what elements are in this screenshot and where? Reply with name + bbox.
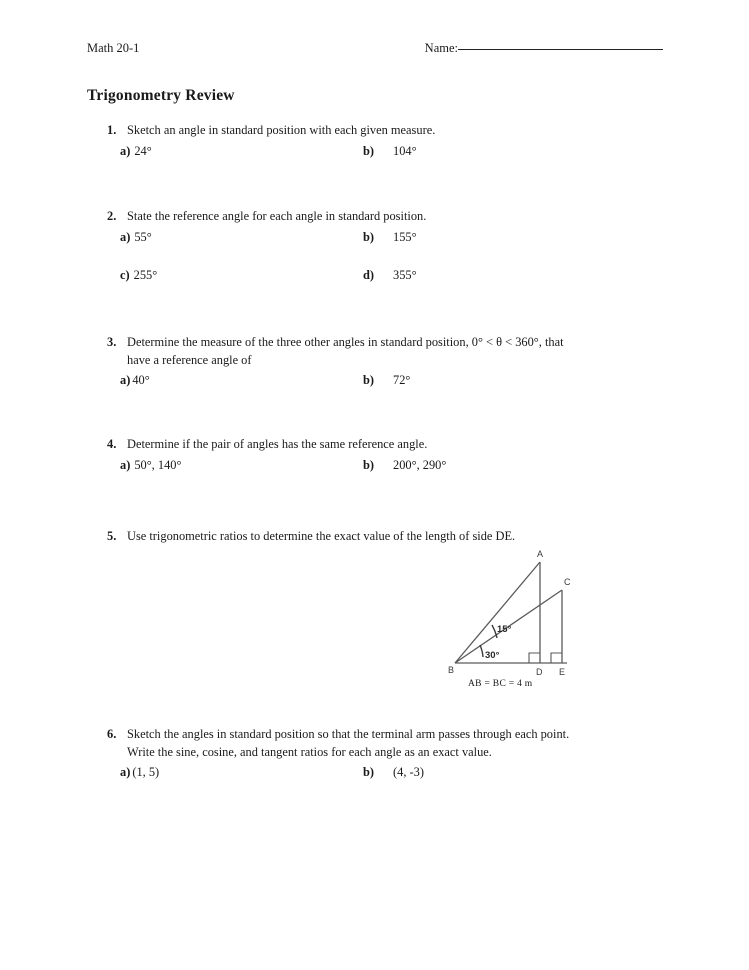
question-2-parts-row-1 [107, 229, 667, 247]
part-letter: b) [363, 229, 375, 244]
question-3 [107, 334, 667, 390]
name-blank-line[interactable] [458, 48, 663, 50]
question-4-number: 4. [107, 437, 117, 451]
question-6-part-a [120, 764, 159, 782]
part-letter: a) [120, 229, 131, 244]
question-1-statement [107, 122, 667, 140]
question-2-parts-row-2 [107, 267, 667, 285]
part-letter: b) [363, 373, 375, 388]
question-3-statement [107, 334, 667, 369]
part-letter: a) [120, 765, 131, 780]
name-field-group [425, 41, 663, 56]
part-value: (1, 5) [132, 765, 160, 780]
question-2-text: State the reference angle for each angle in standard position. [127, 209, 427, 223]
question-2-part-d [363, 267, 417, 285]
part-value: (4, -3) [393, 765, 424, 780]
figure-caption: AB = BC = 4 m [468, 679, 533, 689]
question-3-number: 3. [107, 335, 117, 349]
question-4-part-b [363, 457, 446, 475]
question-6-statement [107, 726, 667, 761]
question-6-part-b [363, 764, 424, 782]
question-2-part-b [363, 229, 417, 247]
part-letter: a) [120, 143, 131, 158]
vertex-label-A: A [537, 549, 544, 559]
part-letter: b) [363, 143, 375, 158]
question-3-text-line-2: have a reference angle of [127, 352, 252, 367]
page-header [87, 41, 665, 56]
question-3-part-b [363, 372, 410, 390]
part-letter: c) [120, 267, 130, 282]
question-6 [107, 726, 667, 782]
question-5 [107, 528, 667, 546]
question-2-part-c [120, 267, 157, 285]
right-angle-mark-E [551, 653, 562, 663]
question-2-number: 2. [107, 209, 117, 223]
question-1 [107, 122, 667, 161]
part-letter: b) [363, 457, 375, 472]
question-3-text-line-1: Determine the measure of the three other angles in standard position, 0° < θ < 360°, that [127, 335, 564, 349]
vertex-label-E: E [559, 667, 566, 677]
part-value: 50°, 140° [134, 457, 182, 472]
question-5-statement [107, 528, 667, 546]
part-value: 72° [393, 373, 411, 388]
question-4 [107, 436, 667, 475]
part-letter: a) [120, 373, 131, 388]
part-value: 155° [393, 229, 417, 244]
part-letter: a) [120, 457, 131, 472]
question-1-part-a [120, 143, 152, 161]
question-1-text: Sketch an angle in standard position with each given measure. [127, 123, 436, 137]
question-4-parts [107, 457, 667, 475]
vertex-label-B: B [448, 665, 455, 675]
question-6-parts [107, 764, 667, 782]
question-5-number: 5. [107, 529, 117, 543]
question-6-number: 6. [107, 727, 117, 741]
question-1-number: 1. [107, 123, 117, 137]
question-3-part-a [120, 372, 150, 390]
part-value: 255° [133, 267, 158, 282]
right-angle-mark-D [529, 653, 540, 663]
part-value: 40° [132, 373, 150, 388]
question-1-parts [107, 143, 667, 161]
part-value: 200°, 290° [393, 457, 447, 472]
part-value: 104° [393, 143, 417, 158]
part-letter: b) [363, 765, 375, 780]
question-4-text: Determine if the pair of angles has the same reference angle. [127, 437, 428, 451]
angle-arc-30 [480, 645, 483, 657]
name-label: Name: [424, 41, 458, 55]
question-2-statement [107, 208, 667, 226]
question-2-part-a [120, 229, 152, 247]
question-1-part-b [363, 143, 417, 161]
triangle-diagram-svg [440, 545, 605, 695]
vertex-label-C: C [564, 577, 571, 587]
question-6-text [127, 726, 667, 761]
part-letter: d) [363, 267, 375, 282]
angle-label-15: 15° [497, 624, 512, 635]
part-value: 55° [134, 229, 152, 244]
question-3-text [127, 334, 667, 369]
part-value: 24° [134, 143, 152, 158]
vertex-label-D: D [536, 667, 543, 677]
ray-BA [455, 562, 540, 663]
question-5-text: Use trigonometric ratios to determine the exact value of the length of side DE. [127, 529, 516, 543]
question-6-text-line-1: Sketch the angles in standard position so that the terminal arm passes through each point. [127, 727, 570, 741]
triangle-diagram [440, 545, 605, 695]
angle-label-30: 30° [485, 650, 500, 661]
page-title: Trigonometry Review [87, 87, 235, 104]
course-label: Math 20-1 [87, 41, 140, 55]
question-4-part-a [120, 457, 181, 475]
part-value: 355° [393, 267, 417, 282]
question-2 [107, 208, 667, 285]
question-3-parts [107, 372, 667, 390]
question-6-text-line-2: Write the sine, cosine, and tangent ratios for each angle as an exact value. [127, 744, 492, 759]
question-4-statement [107, 436, 667, 454]
